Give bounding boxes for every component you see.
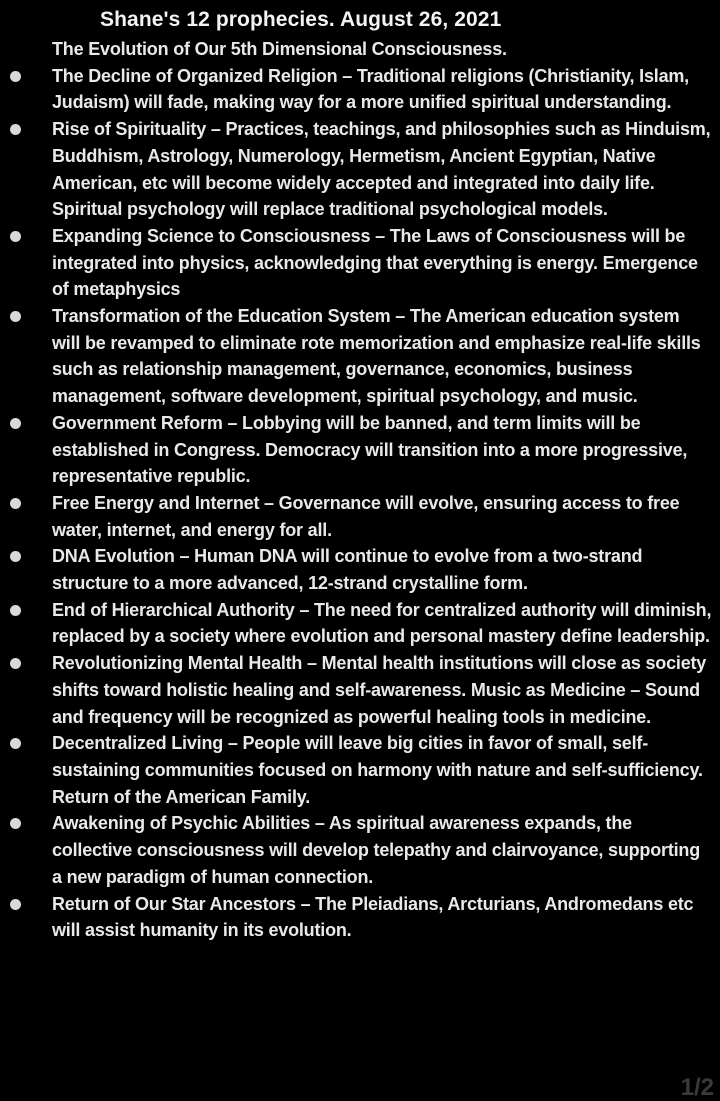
prophecy-text: Rise of Spirituality – Practices, teachings, and philosophies such as Hinduism, Buddhism, Astrology, Numerology, Hermetism, Ancient Egyptian, Native American, etc will become widely accepted and integrated into daily life. Spiritual psychology will replace traditional psychological models.: [52, 119, 711, 220]
list-item: [0, 303, 720, 410]
prophecy-text: Government Reform – Lobbying will be banned, and term limits will be established in Congress. Democracy will transition into a more progressive, representative republic.: [52, 412, 688, 487]
bullet-dot-icon: [10, 738, 21, 749]
list-item: [0, 810, 720, 890]
prophecy-text: The Decline of Organized Religion – Traditional religions (Christianity, Islam, Judaism) will fade, making way for a more unified spiritual understanding.: [52, 65, 689, 113]
bullet-dot-icon: [10, 311, 21, 322]
bullet-dot-icon: [10, 818, 21, 829]
page-indicator: 1/2: [680, 1074, 714, 1101]
list-item: [0, 63, 720, 116]
prophecy-text: Free Energy and Internet – Governance will evolve, ensuring access to free water, internet, and energy for all.: [52, 492, 680, 540]
list-item: [0, 597, 720, 650]
prophecy-text: Expanding Science to Consciousness – The Laws of Consciousness will be integrated into physics, acknowledging that everything is energy. Emergence of metaphysics: [52, 225, 698, 300]
list-item: [0, 891, 720, 944]
bullet-dot-icon: [10, 658, 21, 669]
prophecy-text: Awakening of Psychic Abilities – As spiritual awareness expands, the collective consciousness will develop telepathy and clairvoyance, supporting a new paradigm of human connection.: [52, 813, 701, 887]
prophecy-text: Transformation of the Education System – The American education system will be revamped to eliminate rote memorization and emphasize real-life skills such as relationship management, governance, economics, business management, software development, spiritual psychology, and music.: [52, 306, 701, 407]
bullet-dot-icon: [10, 551, 21, 562]
prophecy-text: Return of Our Star Ancestors – The Pleiadians, Arcturians, Andromedans etc will assist humanity in its evolution.: [52, 893, 694, 941]
prophecy-text: Decentralized Living – People will leave big cities in favor of small, self-sustaining communities focused on harmony with nature and self-sufficiency. Return of the American Family.: [52, 733, 703, 807]
bullet-dot-icon: [10, 231, 21, 242]
prophecies-list: [0, 63, 720, 944]
bullet-dot-icon: [10, 124, 21, 135]
list-item: [0, 490, 720, 543]
bullet-dot-icon: [10, 418, 21, 429]
bullet-dot-icon: [10, 605, 21, 616]
prophecy-text: Revolutionizing Mental Health – Mental health institutions will close as society shifts toward holistic healing and self-awareness. Music as Medicine – Sound and frequency will be recognized as powerful healing tools in medicine.: [52, 653, 707, 727]
list-item: [0, 730, 720, 810]
bullet-dot-icon: [10, 899, 21, 910]
list-item: [0, 116, 720, 223]
list-item: [0, 410, 720, 490]
page-title: Shane's 12 prophecies. August 26, 2021: [100, 8, 502, 31]
bullet-dot-icon: [10, 498, 21, 509]
prophecies-page: [0, 7, 720, 1101]
subtitle: The Evolution of Our 5th Dimensional Consciousness.: [52, 39, 507, 59]
list-item: [0, 650, 720, 730]
list-item: [0, 543, 720, 596]
bullet-dot-icon: [10, 71, 21, 82]
prophecy-text: End of Hierarchical Authority – The need for centralized authority will diminish, replaced by a society where evolution and personal mastery define leadership.: [52, 599, 712, 647]
prophecy-text: DNA Evolution – Human DNA will continue to evolve from a two-strand structure to a more advanced, 12-strand crystalline form.: [52, 546, 643, 594]
list-item: [0, 223, 720, 303]
